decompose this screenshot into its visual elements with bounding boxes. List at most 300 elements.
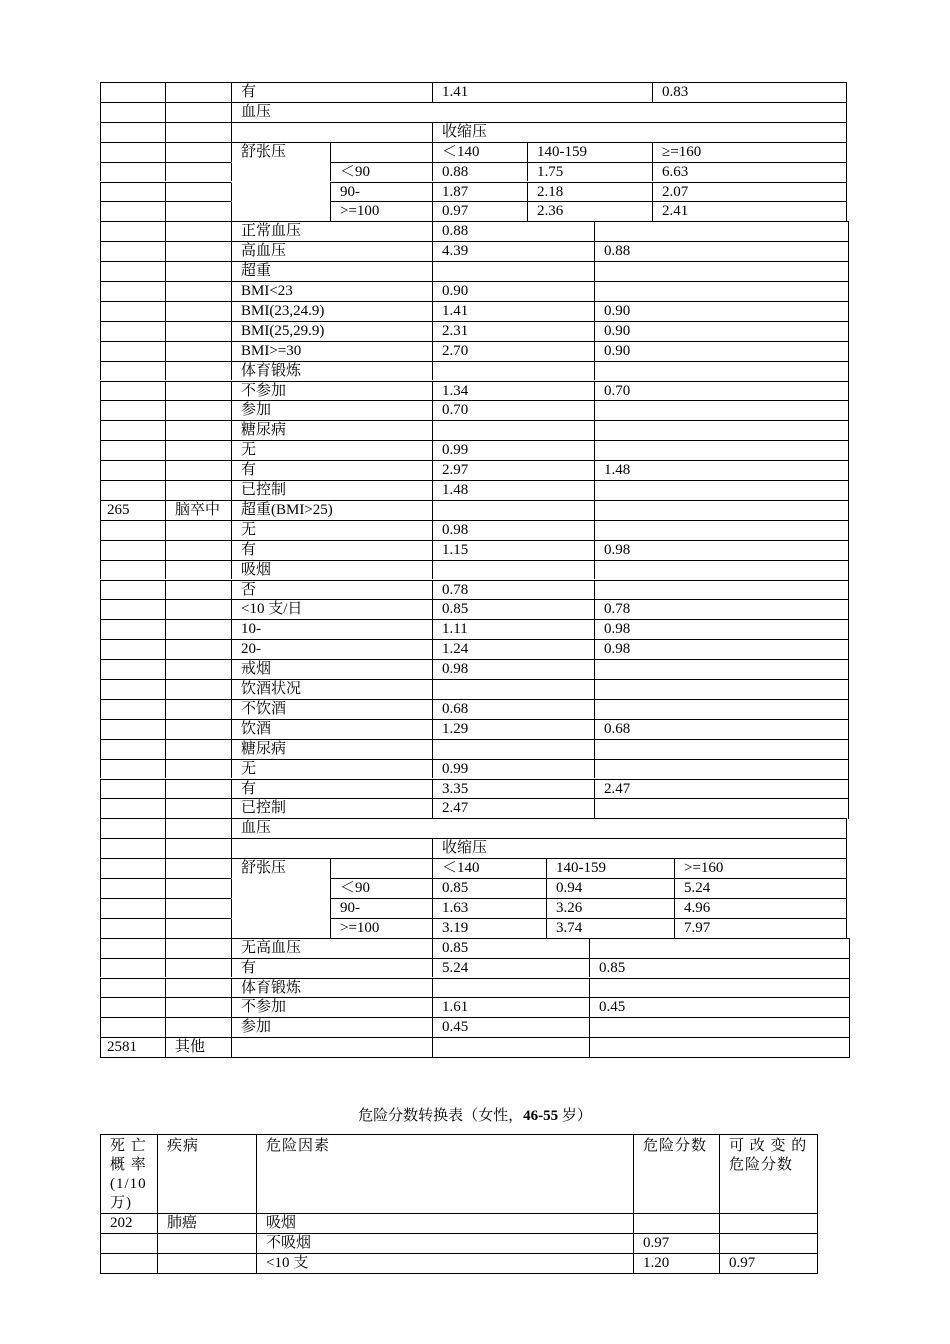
table-cell: 2.97 <box>432 460 594 480</box>
mortality-cell <box>100 221 165 241</box>
table-cell: 体育锻炼 <box>231 978 432 998</box>
mortality-cell <box>100 162 165 182</box>
table-cell: 1.24 <box>432 639 594 659</box>
table-cell <box>432 500 594 520</box>
mortality-cell <box>100 321 165 341</box>
table-cell: 0.85 <box>432 938 589 958</box>
header-cell: 死 亡 概 率 (1/10 万) <box>100 1134 157 1213</box>
table-cell: 0.88 <box>432 221 594 241</box>
table-cell: 0.99 <box>432 440 594 460</box>
table-cell <box>157 1233 256 1253</box>
mortality-cell <box>100 460 165 480</box>
table-border <box>849 1017 850 1038</box>
table-cell: ＜140 <box>432 858 546 878</box>
table-cell: 血压 <box>231 818 846 838</box>
table-cell: 高血压 <box>231 241 432 261</box>
table-cell: 舒张压 <box>231 858 330 878</box>
disease-cell <box>165 779 231 799</box>
mortality-cell <box>100 560 165 580</box>
table-cell: 10- <box>231 619 432 639</box>
disease-cell <box>165 400 231 420</box>
table-cell: ＜140 <box>432 142 527 162</box>
table-cell <box>594 221 848 241</box>
table-cell: 无 <box>231 440 432 460</box>
table-cell: 不参加 <box>231 381 432 401</box>
mortality-cell <box>100 420 165 440</box>
mortality-cell <box>100 341 165 361</box>
table-border <box>848 560 849 581</box>
disease-cell <box>165 580 231 600</box>
table-cell: 已控制 <box>231 798 432 818</box>
disease-cell <box>165 381 231 401</box>
table-cell: 2.18 <box>527 182 652 202</box>
table-title <box>0 1106 950 1126</box>
table-cell: 0.70 <box>432 400 594 420</box>
table-cell <box>432 420 594 440</box>
disease-cell <box>165 1017 231 1037</box>
mortality-cell <box>100 381 165 401</box>
table-cell: 戒烟 <box>231 659 432 679</box>
table-cell <box>432 261 594 281</box>
table-border <box>848 540 849 561</box>
table-cell <box>589 978 849 998</box>
table-cell: 0.78 <box>594 599 848 619</box>
table-cell: 参加 <box>231 400 432 420</box>
table-cell: 4.96 <box>674 898 846 918</box>
table-cell: 0.90 <box>594 301 848 321</box>
table-border <box>848 659 849 680</box>
mortality-cell <box>100 301 165 321</box>
disease-cell <box>165 221 231 241</box>
disease-cell <box>165 560 231 580</box>
table-cell <box>157 1253 256 1273</box>
disease-cell <box>165 619 231 639</box>
table-cell: 5.24 <box>674 878 846 898</box>
table-border <box>848 719 849 740</box>
table-cell: 6.63 <box>652 162 846 182</box>
table-cell: 0.90 <box>432 281 594 301</box>
table-cell: 不饮酒 <box>231 699 432 719</box>
table-cell: 0.98 <box>432 520 594 540</box>
table-cell: 1.34 <box>432 381 594 401</box>
header-cell: 危险因素 <box>256 1134 633 1213</box>
table-cell: 0.97 <box>719 1253 817 1273</box>
table-cell: 有 <box>231 779 432 799</box>
disease-cell <box>165 281 231 301</box>
table-cell: 0.97 <box>432 201 527 221</box>
table-cell: 正常血压 <box>231 221 432 241</box>
table-cell: 参加 <box>231 1017 432 1037</box>
table-border <box>848 699 849 720</box>
disease-cell <box>165 719 231 739</box>
disease-cell <box>165 818 231 838</box>
disease-cell <box>165 341 231 361</box>
mortality-cell <box>100 540 165 560</box>
table-cell: 体育锻炼 <box>231 361 432 381</box>
table-cell: 有 <box>231 540 432 560</box>
table-cell: >=100 <box>330 201 432 221</box>
table-border <box>848 480 849 501</box>
table-cell: 0.98 <box>432 659 594 679</box>
mortality-cell: 2581 <box>100 1037 165 1057</box>
table-border <box>846 898 847 919</box>
mortality-cell <box>100 838 165 858</box>
table-cell: 糖尿病 <box>231 739 432 759</box>
table-cell: 2.41 <box>652 201 846 221</box>
table-cell: 0.85 <box>432 878 546 898</box>
disease-cell <box>165 997 231 1017</box>
header-cell: 可 改 变 的 危险分数 <box>719 1134 817 1213</box>
table-border <box>848 779 849 800</box>
mortality-cell: 265 <box>100 500 165 520</box>
mortality-cell <box>100 520 165 540</box>
table-cell: 0.78 <box>432 580 594 600</box>
table-border <box>849 958 850 979</box>
table-cell <box>594 480 848 500</box>
table-cell <box>589 1037 849 1057</box>
table-cell: ≥=160 <box>652 142 846 162</box>
table-cell <box>594 798 848 818</box>
table-cell: 3.26 <box>546 898 674 918</box>
disease-cell <box>165 639 231 659</box>
table-border <box>848 440 849 461</box>
mortality-cell <box>100 122 165 142</box>
mortality-cell <box>100 858 165 878</box>
table-cell: 0.88 <box>594 241 848 261</box>
table-border <box>849 997 850 1018</box>
table-cell: 0.70 <box>594 381 848 401</box>
table-border <box>817 1134 818 1274</box>
mortality-cell <box>100 898 165 918</box>
disease-cell <box>165 918 231 938</box>
header-cell: 疾病 <box>157 1134 256 1213</box>
table-border <box>846 122 847 143</box>
table-cell: 0.90 <box>594 321 848 341</box>
table-border <box>848 221 849 242</box>
table-border <box>846 878 847 899</box>
disease-cell <box>165 838 231 858</box>
table-cell: 1.75 <box>527 162 652 182</box>
disease-cell <box>165 321 231 341</box>
table-cell: 2.07 <box>652 182 846 202</box>
mortality-cell <box>100 779 165 799</box>
title-prefix: 危险分数转换表（女性， <box>358 1108 524 1124</box>
table-border <box>848 739 849 760</box>
table-cell: 糖尿病 <box>231 420 432 440</box>
table-cell <box>432 978 589 998</box>
table-border <box>848 341 849 362</box>
table-border <box>848 759 849 780</box>
table-border <box>848 599 849 620</box>
table-border <box>846 838 847 859</box>
table-cell: 1.29 <box>432 719 594 739</box>
table-cell <box>231 1037 432 1057</box>
table-cell <box>594 679 848 699</box>
disease-cell <box>165 679 231 699</box>
disease-cell <box>165 182 231 202</box>
table-cell: 2.70 <box>432 341 594 361</box>
table-border <box>846 162 847 183</box>
table-border <box>848 520 849 541</box>
mortality-cell <box>100 739 165 759</box>
mortality-cell <box>100 818 165 838</box>
table-cell: 2.47 <box>432 798 594 818</box>
disease-cell <box>165 241 231 261</box>
table-cell <box>432 361 594 381</box>
mortality-cell <box>100 918 165 938</box>
table-cell: 1.41 <box>432 301 594 321</box>
table-cell <box>231 201 330 221</box>
table-cell <box>594 659 848 679</box>
table-cell <box>231 918 330 938</box>
table-border <box>846 201 847 222</box>
table-cell: 0.98 <box>594 540 848 560</box>
table-border <box>100 1273 818 1274</box>
table-cell: 7.97 <box>674 918 846 938</box>
table-border <box>846 818 847 839</box>
table-border <box>848 460 849 481</box>
table-border <box>848 301 849 322</box>
disease-cell <box>165 540 231 560</box>
disease-cell <box>165 122 231 142</box>
table-cell: 0.98 <box>594 619 848 639</box>
table-cell: BMI(23,24.9) <box>231 301 432 321</box>
mortality-cell <box>100 241 165 261</box>
table-cell: 90- <box>330 182 432 202</box>
mortality-cell <box>100 142 165 162</box>
title-age-range: 46-55 <box>523 1108 559 1124</box>
mortality-cell <box>100 599 165 619</box>
table-cell: 血压 <box>231 102 846 122</box>
mortality-cell <box>100 102 165 122</box>
table-cell: 1.15 <box>432 540 594 560</box>
table-cell <box>594 400 848 420</box>
table-cell: 0.94 <box>546 878 674 898</box>
mortality-cell <box>100 978 165 998</box>
table-cell: >=100 <box>330 918 432 938</box>
table-cell <box>231 878 330 898</box>
table-cell <box>594 739 848 759</box>
header-cell: 危险分数 <box>633 1134 719 1213</box>
mortality-cell <box>100 659 165 679</box>
table-border <box>846 858 847 879</box>
table-cell: 饮酒 <box>231 719 432 739</box>
table-cell <box>719 1233 817 1253</box>
table-border <box>848 798 849 819</box>
table-cell: 20- <box>231 639 432 659</box>
table-cell: 0.45 <box>589 997 849 1017</box>
table-cell: 不参加 <box>231 997 432 1017</box>
table-cell <box>432 560 594 580</box>
table-cell <box>231 898 330 918</box>
disease-cell <box>165 102 231 122</box>
table-cell: 0.68 <box>432 699 594 719</box>
disease-cell <box>165 142 231 162</box>
table-cell: 0.90 <box>594 341 848 361</box>
table-cell: 140-159 <box>527 142 652 162</box>
table-cell <box>594 420 848 440</box>
table-cell: 5.24 <box>432 958 589 978</box>
disease-cell <box>165 480 231 500</box>
table-border <box>849 938 850 959</box>
mortality-cell <box>100 699 165 719</box>
table-cell: 无 <box>231 520 432 540</box>
table-border <box>846 142 847 163</box>
mortality-cell <box>100 878 165 898</box>
disease-cell <box>165 440 231 460</box>
table-cell: <10 支/日 <box>231 599 432 619</box>
table-cell <box>432 679 594 699</box>
disease-cell <box>165 659 231 679</box>
table-cell: 3.35 <box>432 779 594 799</box>
table-border <box>846 82 847 103</box>
mortality-cell <box>100 400 165 420</box>
table-cell <box>594 560 848 580</box>
table-border <box>848 400 849 421</box>
table-cell: ＜90 <box>330 162 432 182</box>
table-border <box>848 241 849 262</box>
table-cell: 202 <box>100 1213 157 1233</box>
table-cell <box>594 520 848 540</box>
mortality-cell <box>100 719 165 739</box>
mortality-cell <box>100 958 165 978</box>
table-cell: 收缩压 <box>432 122 846 142</box>
disease-cell <box>165 759 231 779</box>
table-cell: 1.63 <box>432 898 546 918</box>
table-cell <box>594 261 848 281</box>
table-cell: 4.39 <box>432 241 594 261</box>
table-cell: 0.85 <box>432 599 594 619</box>
disease-cell <box>165 261 231 281</box>
table-cell: 收缩压 <box>432 838 846 858</box>
table-cell <box>589 1017 849 1037</box>
table-cell: BMI<23 <box>231 281 432 301</box>
table-cell: 1.11 <box>432 619 594 639</box>
table-cell: 140-159 <box>546 858 674 878</box>
table-border <box>846 918 847 939</box>
table-border <box>848 361 849 382</box>
table-cell: 超重(BMI>25) <box>231 500 432 520</box>
table-cell <box>594 759 848 779</box>
table-cell: <10 支 <box>256 1253 633 1273</box>
table-cell: 3.19 <box>432 918 546 938</box>
table-cell: 有 <box>231 460 432 480</box>
table-border <box>100 1057 849 1058</box>
table-cell <box>594 699 848 719</box>
disease-cell <box>165 739 231 759</box>
table-cell <box>719 1213 817 1233</box>
mortality-cell <box>100 480 165 500</box>
disease-cell <box>165 599 231 619</box>
table-cell: 否 <box>231 580 432 600</box>
table-cell: 0.45 <box>432 1017 589 1037</box>
table-cell: 0.98 <box>594 639 848 659</box>
table-cell: 0.68 <box>594 719 848 739</box>
disease-cell <box>165 938 231 958</box>
disease-cell <box>165 978 231 998</box>
table-cell <box>231 838 432 858</box>
table-cell: 肺癌 <box>157 1213 256 1233</box>
table-border <box>846 182 847 203</box>
table-cell: 有 <box>231 82 432 102</box>
table-cell: 1.41 <box>432 82 652 102</box>
table-cell: BMI(25,29.9) <box>231 321 432 341</box>
table-cell: >=160 <box>674 858 846 878</box>
table-cell: 90- <box>330 898 432 918</box>
table-border <box>849 978 850 999</box>
mortality-cell <box>100 639 165 659</box>
table-cell <box>594 580 848 600</box>
table-border <box>849 1037 850 1058</box>
table-cell <box>330 142 432 162</box>
disease-cell <box>165 301 231 321</box>
table-border <box>848 619 849 640</box>
disease-cell <box>165 460 231 480</box>
disease-cell <box>165 420 231 440</box>
table-cell: 1.48 <box>432 480 594 500</box>
table-cell: 0.85 <box>589 958 849 978</box>
table-cell <box>594 500 848 520</box>
disease-cell <box>165 361 231 381</box>
disease-cell <box>165 858 231 878</box>
table-cell: 0.99 <box>432 759 594 779</box>
table-cell: 超重 <box>231 261 432 281</box>
mortality-cell <box>100 580 165 600</box>
mortality-cell <box>100 361 165 381</box>
table-cell <box>330 858 432 878</box>
mortality-cell <box>100 679 165 699</box>
table-cell: 1.87 <box>432 182 527 202</box>
disease-cell <box>165 798 231 818</box>
table-cell: 无 <box>231 759 432 779</box>
table-cell <box>633 1213 719 1233</box>
table-border <box>848 580 849 601</box>
disease-cell <box>165 520 231 540</box>
table-border <box>848 639 849 660</box>
table-border <box>848 281 849 302</box>
mortality-cell <box>100 997 165 1017</box>
table-border <box>848 500 849 521</box>
table-cell: 无高血压 <box>231 938 432 958</box>
table-cell <box>432 1037 589 1057</box>
table-border <box>848 381 849 402</box>
disease-cell: 其他 <box>165 1037 231 1057</box>
mortality-cell <box>100 798 165 818</box>
mortality-cell <box>100 281 165 301</box>
table-cell <box>231 162 330 182</box>
table-cell <box>231 182 330 202</box>
mortality-cell <box>100 182 165 202</box>
table-cell <box>594 281 848 301</box>
table-cell: 1.48 <box>594 460 848 480</box>
mortality-cell <box>100 261 165 281</box>
table-cell: BMI>=30 <box>231 341 432 361</box>
disease-cell <box>165 162 231 182</box>
table-cell: 饮酒状况 <box>231 679 432 699</box>
mortality-cell <box>100 1017 165 1037</box>
disease-cell <box>165 898 231 918</box>
table-cell: 0.88 <box>432 162 527 182</box>
mortality-cell <box>100 201 165 221</box>
table-border <box>848 679 849 700</box>
table-cell: 0.83 <box>652 82 846 102</box>
table-cell <box>100 1233 157 1253</box>
mortality-cell <box>100 619 165 639</box>
table-border <box>848 420 849 441</box>
disease-cell <box>165 201 231 221</box>
disease-cell <box>165 878 231 898</box>
table-cell: 吸烟 <box>231 560 432 580</box>
